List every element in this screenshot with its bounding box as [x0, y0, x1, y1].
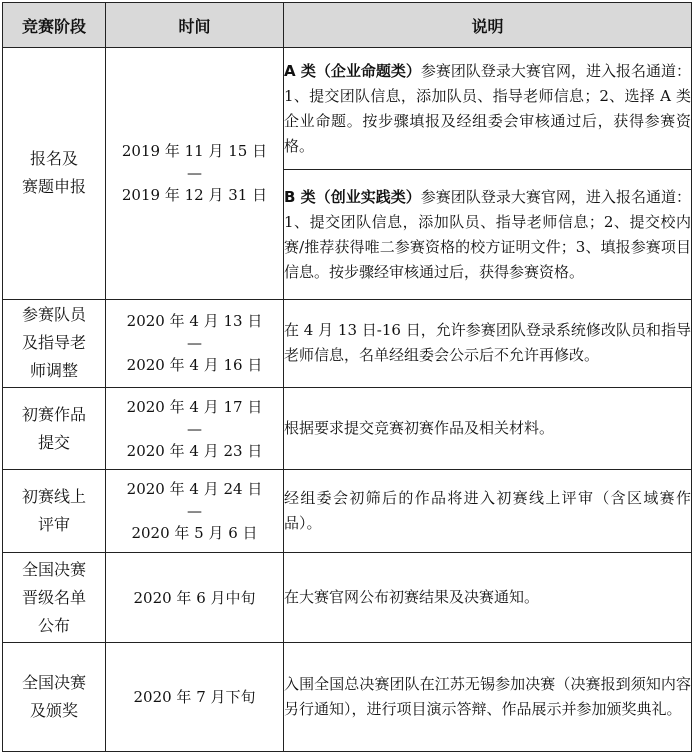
description-cell-a	[284, 48, 692, 170]
description-cell: 在 4 月 13 日-16 日，允许参赛团队登录系统修改队员和指导老师信息，名单经组委会公示后不允许再修改。	[284, 299, 692, 387]
table-row	[3, 642, 692, 751]
description-cell: 在大赛官网公布初赛结果及决赛通知。	[284, 553, 692, 642]
stage-cell: 全国决赛 及颁奖	[3, 642, 106, 751]
time-cell: 2019 年 11 月 15 日 — 2019 年 12 月 31 日	[106, 48, 284, 300]
time-cell: 2020 年 4 月 13 日 — 2020 年 4 月 16 日	[106, 299, 284, 387]
category-a-body: 参赛团队登录大赛官网，进入报名通道：1、提交团队信息，添加队员、指导老师信息；2、选择 A 类企业命题。按步骤填报及经组委会审核通过后，获得参赛资格。	[284, 61, 691, 155]
description-cell-b	[284, 170, 692, 299]
category-a-title: A 类（企业命题类）	[284, 61, 421, 80]
time-cell: 2020 年 7 月下旬	[106, 642, 284, 751]
stage-cell: 全国决赛 晋级名单 公布	[3, 553, 106, 642]
stage-cell: 参赛队员 及指导老 师调整	[3, 299, 106, 387]
table-row	[3, 387, 692, 469]
stage-cell: 报名及 赛题申报	[3, 48, 106, 300]
description-cell: 经组委会初筛后的作品将进入初赛线上评审（含区域赛作品）。	[284, 470, 692, 553]
time-cell: 2020 年 6 月中旬	[106, 553, 284, 642]
header-row	[3, 3, 692, 48]
description-cell: 根据要求提交竞赛初赛作品及相关材料。	[284, 387, 692, 469]
stage-cell: 初赛线上 评审	[3, 470, 106, 553]
header-stage: 竞赛阶段	[3, 3, 106, 48]
header-time: 时间	[106, 3, 284, 48]
table-row	[3, 299, 692, 387]
description-cell: 入围全国总决赛团队在江苏无锡参加决赛（决赛报到须知内容另行通知），进行项目演示答辩、作品展示并参加颁奖典礼。	[284, 642, 692, 751]
table-row	[3, 470, 692, 553]
category-b-title: B 类（创业实践类）	[284, 187, 421, 206]
header-description: 说明	[284, 3, 692, 48]
table-row	[3, 553, 692, 642]
stage-cell: 初赛作品 提交	[3, 387, 106, 469]
competition-schedule-table	[2, 2, 692, 752]
time-cell: 2020 年 4 月 24 日 — 2020 年 5 月 6 日	[106, 470, 284, 553]
category-b-body: 参赛团队登录大赛官网，进入报名通道：1、提交团队信息，添加队员、指导老师信息；2、提交校内赛/推荐获得唯二参赛资格的校方证明文件；3、填报参赛项目信息。按步骤经审核通过后，获得参赛资格。	[284, 187, 691, 281]
time-cell: 2020 年 4 月 17 日 — 2020 年 4 月 23 日	[106, 387, 284, 469]
table-row	[3, 48, 692, 170]
